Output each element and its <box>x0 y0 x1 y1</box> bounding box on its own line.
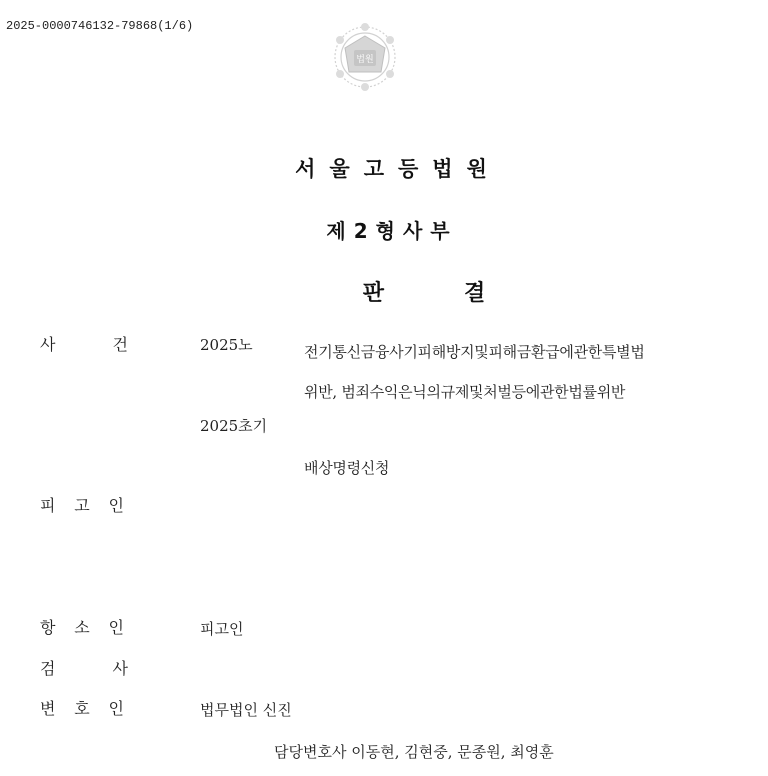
case-title-line-1: 전기통신금융사기피해방지및피해금환급에관한특별법 <box>304 343 645 361</box>
counsel-label-char: 호 <box>74 699 90 718</box>
counsel-attorneys: 담당변호사 이동현, 김현중, 문종원, 최영훈 <box>274 743 554 761</box>
case-title-2: 배상명령신청 <box>304 459 390 477</box>
prosecutor-label <box>40 656 128 679</box>
document-type-title: 판결 <box>362 281 566 306</box>
prosecutor-label-char: 검 <box>40 659 56 678</box>
case-title-line-2: 위반, 범죄수익은닉의규제및처벌등에관한법률위반 <box>304 383 626 401</box>
defendant-label-char: 피 <box>40 496 56 515</box>
appellant-label-char: 항 <box>40 618 56 637</box>
counsel-label <box>40 696 124 719</box>
appellant-label-char: 소 <box>74 618 90 637</box>
counsel-label-char: 변 <box>40 699 56 718</box>
case-label-char: 건 <box>112 335 128 354</box>
case-number-1: 2025노 <box>200 336 253 354</box>
counsel-firm: 법무법인 신진 <box>200 701 292 719</box>
case-label <box>40 332 128 355</box>
defendant-label-char: 인 <box>108 496 124 515</box>
appellant-label <box>40 615 124 638</box>
appellant-label-char: 인 <box>108 618 124 637</box>
defendant-label <box>40 493 124 516</box>
court-seal-icon <box>330 12 400 100</box>
appellant-value: 피고인 <box>200 620 244 638</box>
division-name: 제2형사부 <box>326 219 458 243</box>
defendant-label-char: 고 <box>74 496 90 515</box>
case-label-char: 사 <box>40 335 56 354</box>
case-number-2: 2025초기 <box>200 417 268 435</box>
seal-text: 법원 <box>356 55 374 65</box>
document-id: 2025-0000746132-79868(1/6) <box>6 19 194 33</box>
prosecutor-label-char: 사 <box>112 659 128 678</box>
counsel-label-char: 인 <box>108 699 124 718</box>
court-name: 서울고등법원 <box>295 157 501 181</box>
